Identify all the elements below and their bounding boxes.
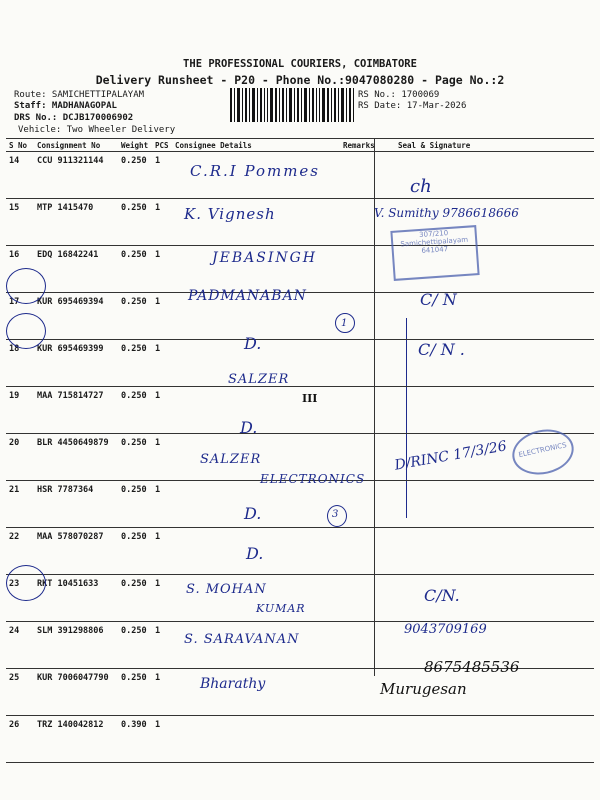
row-signature-cell (376, 152, 594, 199)
signature-18: C/ N . (418, 340, 465, 359)
row-weight: 0.250 (118, 199, 152, 246)
row-consignment: RKT 10451633 (34, 575, 118, 622)
signature-25: 9043709169 (404, 622, 487, 637)
table-row (6, 481, 594, 528)
handwritten-consignee-26: Bharathy (200, 676, 266, 692)
row-sno: 16 (6, 246, 34, 293)
row-pcs: 1 (152, 387, 172, 434)
table-header-row (6, 139, 594, 152)
row-signature-cell (376, 387, 594, 434)
table-row (6, 387, 594, 434)
row-consignment: SLM 391298806 (34, 622, 118, 669)
row-pcs: 1 (152, 434, 172, 481)
table-row (6, 528, 594, 575)
row-weight: 0.250 (118, 246, 152, 293)
col-header-remarks: Remarks (340, 139, 376, 152)
col-header-sno: S No (6, 139, 34, 152)
row-sno: 19 (6, 387, 34, 434)
circled-remark-17 (335, 313, 355, 333)
row-remarks-cell (340, 528, 376, 575)
handwritten-consignee-20: D. (240, 418, 258, 437)
row-remarks-cell (340, 152, 376, 199)
row-pcs: 1 (152, 199, 172, 246)
col-header-consignment: Consignment No (34, 139, 118, 152)
row-sno: 25 (6, 669, 34, 716)
row-sno: 22 (6, 528, 34, 575)
row-pcs: 1 (152, 246, 172, 293)
handwritten-consignee-14: C.R.I Pommes (190, 162, 321, 180)
col-header-pcs: PCS (152, 139, 172, 152)
row-remarks-cell (340, 575, 376, 622)
row-pcs: 1 (152, 528, 172, 575)
company-stamp-16: 307/210 Samichettipalayam 641047 (390, 225, 479, 281)
row-consignment: MTP 1415470 (34, 199, 118, 246)
handwritten-consignee-24: S. MOHAN (186, 582, 267, 597)
row-consignment: MAA 715814727 (34, 387, 118, 434)
signature-26-name: Murugesan (380, 680, 467, 698)
row-pcs: 1 (152, 293, 172, 340)
remark-marker-22: 3 (332, 509, 339, 520)
row-pcs: 1 (152, 575, 172, 622)
row-pcs: 1 (152, 340, 172, 387)
row-consignment: KUR 695469399 (34, 340, 118, 387)
row-pcs: 1 (152, 152, 172, 199)
row-pcs: 1 (152, 481, 172, 528)
row-sno: 18 (6, 340, 34, 387)
row-sno: 17 (6, 293, 34, 340)
col-header-consignee: Consignee Details (172, 139, 340, 152)
handwritten-consignee-21: SALZER (200, 452, 262, 467)
col-header-weight: Weight (118, 139, 152, 152)
handwritten-consignee-18: D. (244, 334, 262, 353)
handwritten-consignee-23: D. (246, 544, 264, 563)
document-title: THE PROFESSIONAL COURIERS, COIMBATORE (183, 58, 417, 70)
row-weight: 0.250 (118, 622, 152, 669)
table-row (6, 716, 594, 763)
col-header-signature: Seal & Signature (376, 139, 594, 152)
row-weight: 0.250 (118, 434, 152, 481)
handwritten-consignee-22: D. (244, 504, 262, 523)
row-sno: 23 (6, 575, 34, 622)
document-subtitle: Delivery Runsheet - P20 - Phone No.:9047080280 - Page No.:2 (95, 73, 505, 87)
rs-number: RS No.: 1700069 (358, 90, 440, 100)
row-remarks-cell (340, 340, 376, 387)
row-remarks-cell (340, 669, 376, 716)
signature-21: D/RINC 17/3/26 (393, 438, 508, 474)
row-remarks-cell (340, 622, 376, 669)
vehicle-label: Vehicle: Two Wheeler Delivery (18, 125, 176, 135)
row-remarks-cell (340, 716, 376, 763)
row-weight: 0.250 (118, 575, 152, 622)
row-signature-cell (376, 293, 594, 340)
row-remarks-cell (340, 387, 376, 434)
row-sno: 20 (6, 434, 34, 481)
circled-remark-22 (327, 505, 347, 527)
row-weight: 0.250 (118, 293, 152, 340)
handwritten-consignee-24-line2: KUMAR (256, 602, 306, 615)
row-pcs: 1 (152, 669, 172, 716)
row-signature-cell (376, 481, 594, 528)
rs-date: RS Date: 17-Mar-2026 (358, 101, 467, 111)
row-sno: 21 (6, 481, 34, 528)
row-signature-cell (376, 340, 594, 387)
row-sno: 26 (6, 716, 34, 763)
row-signature-cell (376, 575, 594, 622)
route-label: Route: SAMICHETTIPALAYAM (14, 90, 145, 100)
handwritten-consignee-25: S. SARAVANAN (184, 632, 300, 647)
row-weight: 0.250 (118, 481, 152, 528)
handwritten-consignee-16: JEBASINGH (212, 250, 317, 266)
handwritten-consignee-21-line2: ELECTRONICS (260, 472, 366, 486)
row-weight: 0.250 (118, 387, 152, 434)
table-row (6, 340, 594, 387)
row-consignment: CCU 911321144 (34, 152, 118, 199)
signature-24: C/N. (424, 586, 460, 605)
row-sno: 15 (6, 199, 34, 246)
row-consignment: BLR 4450649879 (34, 434, 118, 481)
company-stamp-21: ELECTRONICS (508, 424, 578, 480)
handwritten-consignee-19: SALZER (228, 372, 290, 387)
signature-15: V. Sumithy 9786618666 (374, 206, 519, 220)
row-sno: 24 (6, 622, 34, 669)
row-consignment: MAA 578070287 (34, 528, 118, 575)
row-consignment: KUR 7006047790 (34, 669, 118, 716)
row-signature-cell (376, 528, 594, 575)
row-weight: 0.250 (118, 340, 152, 387)
row-weight: 0.250 (118, 152, 152, 199)
circled-row-18-mark (6, 313, 46, 349)
barcode (230, 88, 354, 122)
staff-label: Staff: MADHANAGOPAL (14, 101, 117, 111)
signature-26-phone: 8675485536 (424, 658, 520, 676)
row-pcs: 1 (152, 622, 172, 669)
row-pcs: 1 (152, 716, 172, 763)
row-weight: 0.390 (118, 716, 152, 763)
row-signature-cell (376, 716, 594, 763)
row-consignment: HSR 7787364 (34, 481, 118, 528)
row-remarks-cell (340, 199, 376, 246)
row-weight: 0.250 (118, 669, 152, 716)
drs-number: DRS No.: DCJB170006902 (14, 113, 134, 123)
remark-marker-20: III (302, 392, 318, 405)
remark-marker-17: 1 (341, 318, 348, 329)
handwritten-consignee-15: K. Vignesh (184, 205, 276, 223)
circled-row-17-mark (6, 268, 46, 304)
row-consignee-cell (172, 716, 340, 763)
row-consignment: KUR 695469394 (34, 293, 118, 340)
row-sno: 14 (6, 152, 34, 199)
handwritten-consignee-17: PADMANABAN (188, 288, 307, 304)
row-remarks-cell (340, 246, 376, 293)
signature-17: C/ N (420, 290, 457, 309)
circled-row-24-mark (6, 565, 46, 601)
row-consignment: TRZ 140042812 (34, 716, 118, 763)
signature-14: ch (410, 176, 432, 197)
row-weight: 0.250 (118, 528, 152, 575)
row-consignment: EDQ 16842241 (34, 246, 118, 293)
